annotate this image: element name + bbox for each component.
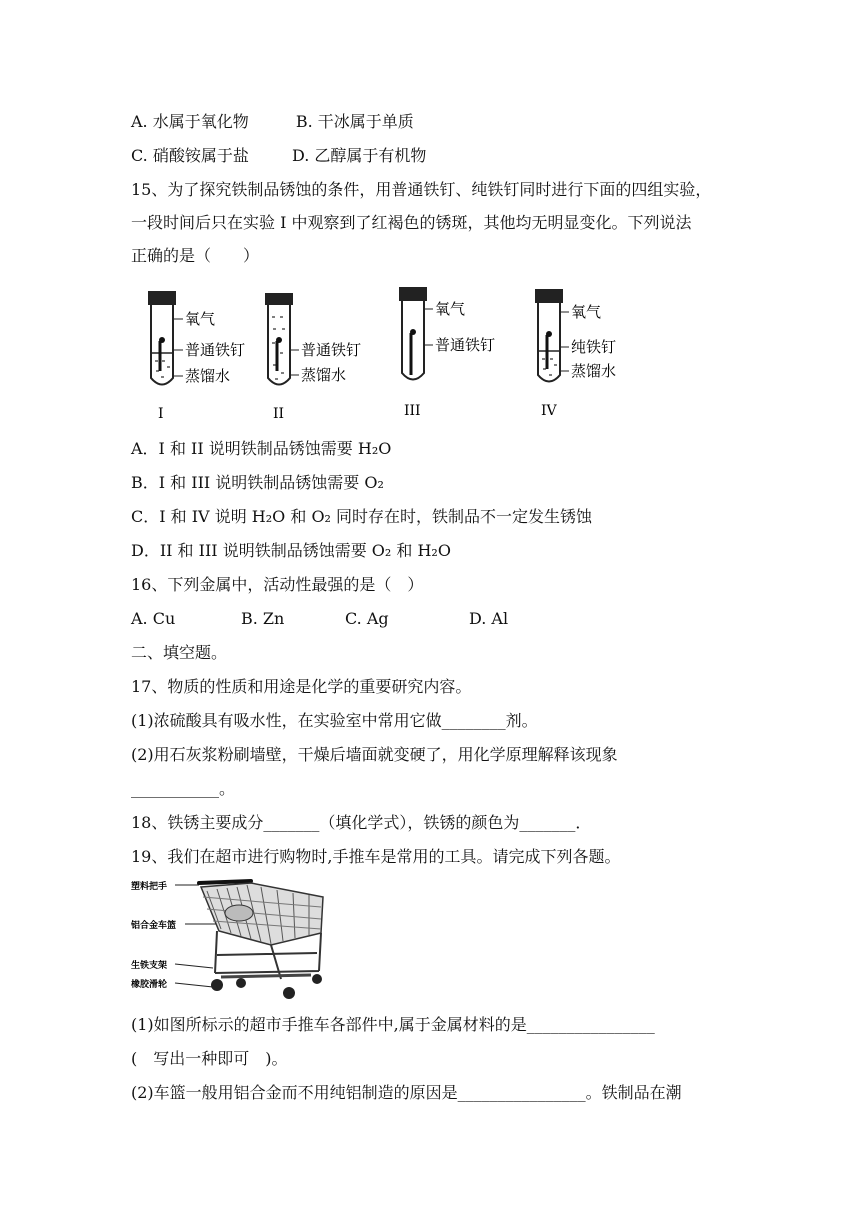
tube4-label-oxygen: 氧气: [571, 303, 602, 321]
tube4-label-water: 蒸馏水: [571, 362, 617, 380]
q14-options-row1: [131, 111, 414, 133]
q14-option-b: B. 干冰属于单质: [295, 112, 414, 131]
tube3-numeral: III: [404, 403, 421, 419]
tube3-label-oxygen: 氧气: [435, 300, 466, 318]
q18-stem: 18、铁锈主要成分_______（填化学式），铁锈的颜色为_______．: [131, 813, 592, 832]
q16-option-a: A. Cu: [131, 609, 176, 628]
test-tube-4: [535, 289, 616, 419]
test-tube-3: [399, 287, 495, 419]
q15-option-b: B．I 和 III 说明铁制品锈蚀需要 O₂: [131, 473, 384, 492]
tube3-label-nail: 普通铁钉: [435, 336, 496, 354]
q15-option-d: D．II 和 III 说明铁制品锈蚀需要 O₂ 和 H₂O: [131, 541, 451, 560]
section-heading-fill-in: 二、填空题。: [131, 643, 228, 662]
q19-stem: 19、我们在超市进行购物时,手推车是常用的工具。请完成下列各题。: [131, 847, 621, 866]
q17-part2-line2: ___________。: [131, 779, 236, 798]
tube2-numeral: II: [273, 406, 285, 422]
tube2-label-nail: 普通铁钉: [301, 341, 362, 359]
q14-option-c: C. 硝酸铵属于盐: [131, 146, 249, 165]
q17-stem: 17、物质的性质和用途是化学的重要研究内容。: [131, 677, 472, 696]
test-tube-1: [148, 291, 245, 422]
q17-part1: (1)浓硫酸具有吸水性，在实验室中常用它做________剂。: [131, 711, 538, 730]
cart-label-wheel: 橡胶滑轮: [131, 980, 168, 990]
q15-stem-line2: 一段时间后只在实验 I 中观察到了红褐色的锈斑，其他均无明显变化。下列说法: [131, 213, 692, 232]
shopping-cart-figure: [131, 873, 331, 1001]
q19-part1-line1: (1)如图所标示的超市手推车各部件中,属于金属材料的是________________: [131, 1015, 655, 1034]
q14-option-d: D. 乙醇属于有机物: [291, 146, 427, 165]
q15-stem-line1: 15、为了探究铁制品锈蚀的条件，用普通铁钉、纯铁钉同时进行下面的四组实验，: [131, 180, 712, 199]
tube1-label-oxygen: 氧气: [185, 310, 216, 328]
q14-option-a: A. 水属于氧化物: [131, 112, 249, 131]
q19-part2: (2)车篮一般用铝合金而不用纯铝制造的原因是________________。铁制品在潮: [131, 1083, 682, 1102]
tube4-numeral: IV: [541, 403, 557, 419]
cart-label-basket: 铝合金车篮: [131, 921, 177, 931]
q16-option-b: B. Zn: [241, 609, 285, 628]
test-tube-2: [265, 293, 361, 422]
q16-option-c: C. Ag: [345, 609, 389, 628]
q16-stem: 16、下列金属中，活动性最强的是（ ）: [131, 575, 424, 594]
tube1-numeral: I: [158, 406, 164, 422]
cart-label-handle: 塑料把手: [131, 882, 168, 892]
q17-part2-line1: (2)用石灰浆粉刷墙壁，干燥后墙面就变硬了，用化学原理解释该现象: [131, 745, 618, 764]
cart-label-frame: 生铁支架: [131, 961, 168, 971]
q15-option-a: A．I 和 II 说明铁制品锈蚀需要 H₂O: [131, 439, 392, 458]
q16-option-d: D. Al: [469, 609, 509, 628]
tube4-label-pure-nail: 纯铁钉: [571, 338, 617, 356]
test-tube-experiment-figure: [131, 283, 731, 428]
q15-option-c: C．I 和 IV 说明 H₂O 和 O₂ 同时存在时，铁制品不一定发生锈蚀: [131, 507, 593, 526]
q14-options-row2: [131, 145, 426, 167]
q16-options-row: [131, 608, 508, 630]
q15-stem-line3: 正确的是（ ）: [131, 246, 260, 265]
q19-part1-line2: ( 写出一种即可 )。: [131, 1049, 288, 1068]
tube2-label-water: 蒸馏水: [301, 366, 347, 384]
tube1-label-water: 蒸馏水: [185, 367, 231, 385]
tube1-label-nail: 普通铁钉: [185, 341, 246, 359]
